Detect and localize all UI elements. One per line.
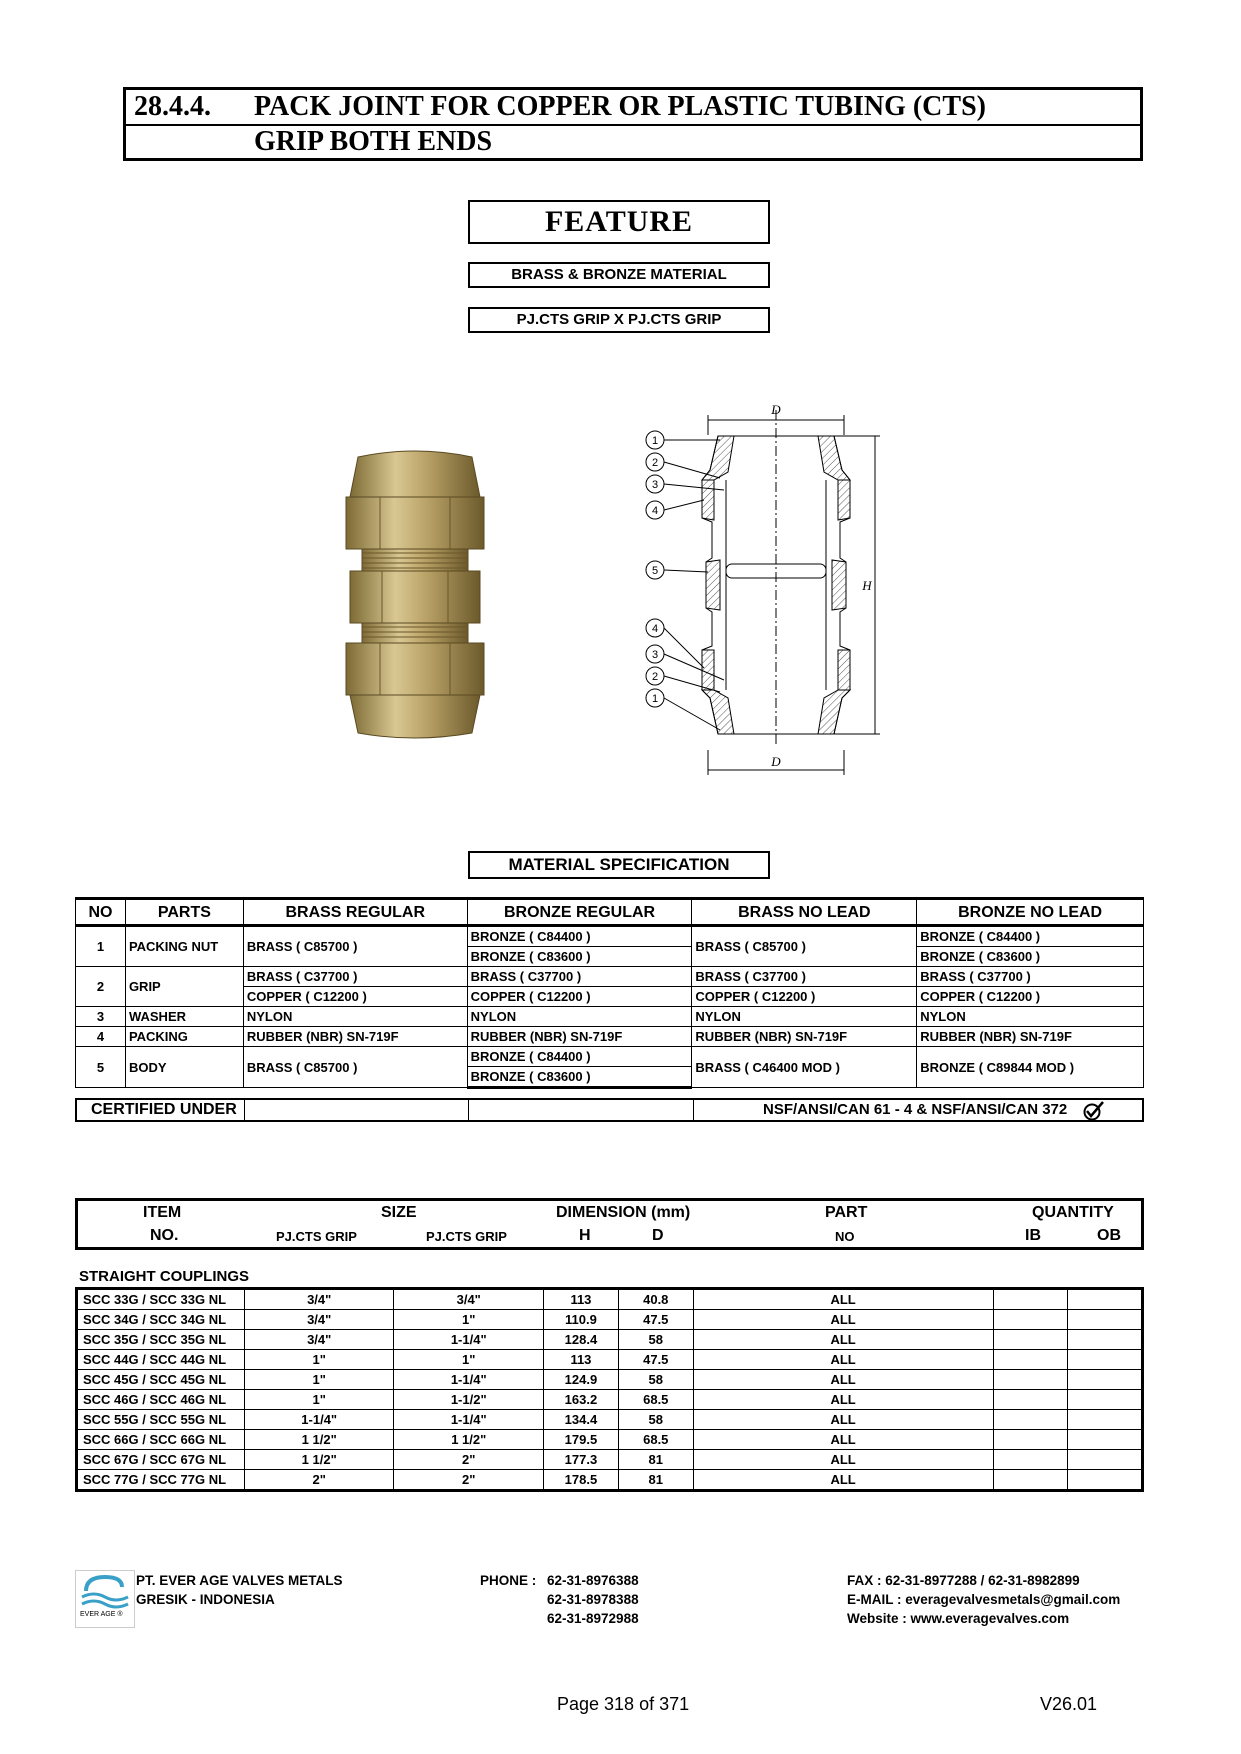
cell-d: 58 — [618, 1410, 693, 1430]
hdr-size-b: PJ.CTS GRIP — [426, 1229, 507, 1244]
hdr-part-no: NO — [835, 1229, 855, 1244]
cell-h: 128.4 — [544, 1330, 619, 1350]
cell-qty — [993, 1390, 1068, 1410]
cell-a: 1 1/2" — [244, 1450, 394, 1470]
table-row — [76, 1027, 1144, 1047]
col-no: NO — [76, 899, 126, 926]
body-hex — [350, 571, 480, 623]
company-name: PT. EVER AGE VALVES METALS — [136, 1573, 343, 1588]
title-block — [123, 87, 1143, 161]
cell-material: BRONZE ( C83600 ) — [917, 947, 1144, 967]
cell-d: 68.5 — [618, 1390, 693, 1410]
cell-b: 1" — [394, 1310, 544, 1330]
version: V26.01 — [1040, 1694, 1098, 1714]
balloon-4: 4 — [651, 505, 659, 517]
phone-label: PHONE : — [480, 1573, 537, 1588]
hdr-size: SIZE — [381, 1204, 417, 1221]
balloon-1b: 1 — [651, 693, 659, 705]
cell-material: BRASS ( C85700 ) — [243, 1047, 467, 1088]
cell-item: SCC 33G / SCC 33G NL — [77, 1289, 245, 1310]
cell-item: SCC 35G / SCC 35G NL — [77, 1330, 245, 1350]
feature-material: BRASS & BRONZE MATERIAL — [468, 262, 770, 288]
cell-material: COPPER ( C12200 ) — [467, 987, 692, 1007]
cell-d: 58 — [618, 1330, 693, 1350]
cell-h: 113 — [544, 1289, 619, 1310]
cell-part: ALL — [693, 1450, 993, 1470]
col-brass-no-lead: BRASS NO LEAD — [692, 899, 917, 926]
hdr-no: NO. — [150, 1227, 179, 1244]
table-row — [77, 1370, 1143, 1390]
col-bronze-regular: BRONZE REGULAR — [467, 899, 692, 926]
feature-heading: FEATURE — [468, 200, 770, 244]
page-subtitle: GRIP BOTH ENDS — [254, 126, 493, 157]
cell-no: 4 — [76, 1027, 126, 1047]
cell-material: BRASS ( C37700 ) — [467, 967, 692, 987]
cell-a: 1" — [244, 1350, 394, 1370]
cell-no: 2 — [76, 967, 126, 1007]
cell-no: 5 — [76, 1047, 126, 1088]
cell-b: 1-1/2" — [394, 1390, 544, 1410]
page-title: PACK JOINT FOR COPPER OR PLASTIC TUBING (CTS) — [254, 91, 986, 122]
cell-qty — [993, 1410, 1068, 1430]
cell-d: 47.5 — [618, 1310, 693, 1330]
bottom-thread — [362, 623, 468, 643]
hdr-item: ITEM — [143, 1204, 182, 1221]
cell-item: SCC 67G / SCC 67G NL — [77, 1450, 245, 1470]
website-link[interactable]: Website : www.everagevalves.com — [847, 1611, 1070, 1626]
cell-a: 3/4" — [244, 1289, 394, 1310]
table-row — [77, 1430, 1143, 1450]
cell-material: RUBBER (NBR) SN-719F — [467, 1027, 692, 1047]
title-row-1 — [126, 90, 1140, 126]
bottom-nut-taper — [350, 695, 480, 738]
cell-material: COPPER ( C12200 ) — [692, 987, 917, 1007]
table-row — [77, 1470, 1143, 1491]
cell-item: SCC 55G / SCC 55G NL — [77, 1410, 245, 1430]
items-header — [75, 1198, 1144, 1250]
cell-a: 3/4" — [244, 1330, 394, 1350]
cell-no: 1 — [76, 926, 126, 967]
material-table — [75, 897, 1144, 1089]
cell-b: 2" — [394, 1470, 544, 1491]
cell-material: COPPER ( C12200 ) — [917, 987, 1144, 1007]
cell-part: ALL — [693, 1370, 993, 1390]
table-row — [77, 1410, 1143, 1430]
cell-a: 1 1/2" — [244, 1430, 394, 1450]
cell-material: BRONZE ( C84400 ) — [467, 926, 692, 947]
cell-b: 1-1/4" — [394, 1330, 544, 1350]
table-row — [76, 1007, 1144, 1027]
cell-qty — [1068, 1410, 1143, 1430]
certified-label: CERTIFIED UNDER — [91, 1101, 237, 1118]
table-row — [77, 1390, 1143, 1410]
cell-material: BRASS ( C85700 ) — [692, 926, 917, 967]
cell-qty — [1068, 1370, 1143, 1390]
cell-part: ALL — [693, 1470, 993, 1491]
logo-waves-icon — [76, 1571, 134, 1611]
cell-material: BRASS ( C37700 ) — [692, 967, 917, 987]
cell-material: RUBBER (NBR) SN-719F — [692, 1027, 917, 1047]
hdr-quantity: QUANTITY — [1032, 1204, 1114, 1221]
cell-qty — [1068, 1430, 1143, 1450]
cell-item: SCC 34G / SCC 34G NL — [77, 1310, 245, 1330]
cell-qty — [993, 1350, 1068, 1370]
cell-b: 3/4" — [394, 1289, 544, 1310]
cell-item: SCC 46G / SCC 46G NL — [77, 1390, 245, 1410]
cell-material: BRONZE ( C84400 ) — [467, 1047, 692, 1067]
couplings-table — [75, 1287, 1144, 1492]
cell-material: BRONZE ( C83600 ) — [467, 947, 692, 967]
cell-a: 2" — [244, 1470, 394, 1491]
table-row — [77, 1289, 1143, 1310]
checkmark-icon — [1083, 1101, 1101, 1119]
certification-standard: NSF/ANSI/CAN 61 - 4 & NSF/ANSI/CAN 372 — [763, 1101, 1068, 1118]
cell-qty — [1068, 1390, 1143, 1410]
cell-h: 178.5 — [544, 1470, 619, 1491]
col-parts: PARTS — [125, 899, 243, 926]
phone-1: 62-31-8976388 — [547, 1573, 639, 1588]
cell-b: 1-1/4" — [394, 1370, 544, 1390]
cell-item: SCC 44G / SCC 44G NL — [77, 1350, 245, 1370]
cell-a: 1" — [244, 1370, 394, 1390]
hdr-d: D — [652, 1227, 664, 1244]
cell-b: 1 1/2" — [394, 1430, 544, 1450]
cell-material: COPPER ( C12200 ) — [243, 987, 467, 1007]
cell-material: NYLON — [917, 1007, 1144, 1027]
cell-d: 81 — [618, 1450, 693, 1470]
cell-part: ALL — [693, 1410, 993, 1430]
page-number: Page 318 of 371 — [557, 1694, 690, 1714]
cell-qty — [993, 1289, 1068, 1310]
cell-part: GRIP — [125, 967, 243, 1007]
cell-qty — [993, 1430, 1068, 1450]
cell-material: RUBBER (NBR) SN-719F — [917, 1027, 1144, 1047]
cell-qty — [1068, 1450, 1143, 1470]
material-spec-heading: MATERIAL SPECIFICATION — [468, 851, 770, 879]
cell-d: 81 — [618, 1470, 693, 1491]
dim-d-top: D — [771, 402, 781, 417]
cell-b: 2" — [394, 1450, 544, 1470]
table-row — [76, 967, 1144, 987]
hdr-ib: IB — [1025, 1227, 1041, 1244]
col-brass-regular: BRASS REGULAR — [243, 899, 467, 926]
section-label: STRAIGHT COUPLINGS — [79, 1268, 250, 1285]
cell-material: BRONZE ( C84400 ) — [917, 926, 1144, 947]
cell-material: RUBBER (NBR) SN-719F — [243, 1027, 467, 1047]
cell-part: ALL — [693, 1390, 993, 1410]
cell-qty — [993, 1370, 1068, 1390]
balloon-3: 3 — [651, 479, 659, 491]
balloon-2b: 2 — [651, 671, 659, 683]
logo-text: EVER AGE ® — [80, 1611, 123, 1618]
table-row — [76, 926, 1144, 947]
phone-2: 62-31-8978388 — [547, 1592, 639, 1607]
cell-qty — [1068, 1310, 1143, 1330]
cell-qty — [1068, 1330, 1143, 1350]
section-number: 28.4.4. — [134, 91, 211, 122]
table-row — [77, 1330, 1143, 1350]
product-photo — [330, 445, 500, 745]
certification-row — [75, 1098, 1144, 1122]
cell-h: 124.9 — [544, 1370, 619, 1390]
cell-h: 163.2 — [544, 1390, 619, 1410]
cell-part: ALL — [693, 1310, 993, 1330]
table-row — [77, 1450, 1143, 1470]
cell-qty — [1068, 1350, 1143, 1370]
technical-drawing — [640, 400, 900, 790]
cell-material: NYLON — [467, 1007, 692, 1027]
cell-part: ALL — [693, 1289, 993, 1310]
cell-item: SCC 45G / SCC 45G NL — [77, 1370, 245, 1390]
cell-qty — [993, 1450, 1068, 1470]
cell-material: NYLON — [243, 1007, 467, 1027]
dim-h: H — [862, 578, 872, 593]
cell-qty — [1068, 1470, 1143, 1491]
hdr-part: PART — [825, 1204, 868, 1221]
cell-qty — [993, 1330, 1068, 1350]
cell-h: 110.9 — [544, 1310, 619, 1330]
cell-d: 47.5 — [618, 1350, 693, 1370]
cell-part: BODY — [125, 1047, 243, 1088]
balloon-1: 1 — [651, 435, 659, 447]
top-nut-taper — [350, 451, 480, 497]
company-logo — [75, 1570, 135, 1628]
top-packing-nut — [346, 497, 484, 549]
bottom-packing-nut — [346, 643, 484, 695]
cell-qty — [993, 1310, 1068, 1330]
cell-d: 68.5 — [618, 1430, 693, 1450]
cell-material: BRONZE ( C89844 MOD ) — [917, 1047, 1144, 1088]
phone-3: 62-31-8972988 — [547, 1611, 639, 1626]
cell-part: ALL — [693, 1330, 993, 1350]
balloon-3b: 3 — [651, 649, 659, 661]
hdr-size-a: PJ.CTS GRIP — [276, 1229, 357, 1244]
table-row — [77, 1310, 1143, 1330]
cell-d: 40.8 — [618, 1289, 693, 1310]
cell-h: 134.4 — [544, 1410, 619, 1430]
cell-b: 1-1/4" — [394, 1410, 544, 1430]
table-row — [76, 1047, 1144, 1067]
feature-connection: PJ.CTS GRIP X PJ.CTS GRIP — [468, 307, 770, 333]
title-row-2 — [126, 125, 1140, 159]
cell-b: 1" — [394, 1350, 544, 1370]
cell-material: BRASS ( C37700 ) — [243, 967, 467, 987]
cell-part: PACKING — [125, 1027, 243, 1047]
dim-d-bottom: D — [771, 754, 781, 769]
cell-a: 1-1/4" — [244, 1410, 394, 1430]
cell-d: 58 — [618, 1370, 693, 1390]
cell-material: BRASS ( C85700 ) — [243, 926, 467, 967]
cell-material: NYLON — [692, 1007, 917, 1027]
cell-qty — [993, 1470, 1068, 1491]
cell-h: 177.3 — [544, 1450, 619, 1470]
hdr-h: H — [579, 1227, 591, 1244]
balloon-4b: 4 — [651, 623, 659, 635]
hdr-dimension: DIMENSION (mm) — [556, 1204, 691, 1221]
cell-a: 1" — [244, 1390, 394, 1410]
cell-part: ALL — [693, 1430, 993, 1450]
cell-a: 3/4" — [244, 1310, 394, 1330]
fax: FAX : 62-31-8977288 / 62-31-8982899 — [847, 1573, 1080, 1588]
balloon-2: 2 — [651, 457, 659, 469]
cell-material: BRONZE ( C83600 ) — [467, 1067, 692, 1088]
cell-qty — [1068, 1289, 1143, 1310]
cell-material: BRASS ( C37700 ) — [917, 967, 1144, 987]
email-link[interactable]: E-MAIL : everagevalvesmetals@gmail.com — [847, 1592, 1121, 1607]
balloon-5: 5 — [651, 565, 659, 577]
cell-material: BRASS ( C46400 MOD ) — [692, 1047, 917, 1088]
cell-h: 179.5 — [544, 1430, 619, 1450]
table-row — [77, 1350, 1143, 1370]
col-bronze-no-lead: BRONZE NO LEAD — [917, 899, 1144, 926]
cell-part: PACKING NUT — [125, 926, 243, 967]
cell-item: SCC 77G / SCC 77G NL — [77, 1470, 245, 1491]
cell-no: 3 — [76, 1007, 126, 1027]
cell-h: 113 — [544, 1350, 619, 1370]
material-header-row — [76, 899, 1144, 926]
cell-part: WASHER — [125, 1007, 243, 1027]
company-location: GRESIK - INDONESIA — [136, 1592, 275, 1607]
cell-part: ALL — [693, 1350, 993, 1370]
cell-item: SCC 66G / SCC 66G NL — [77, 1430, 245, 1450]
hdr-ob: OB — [1097, 1227, 1121, 1244]
